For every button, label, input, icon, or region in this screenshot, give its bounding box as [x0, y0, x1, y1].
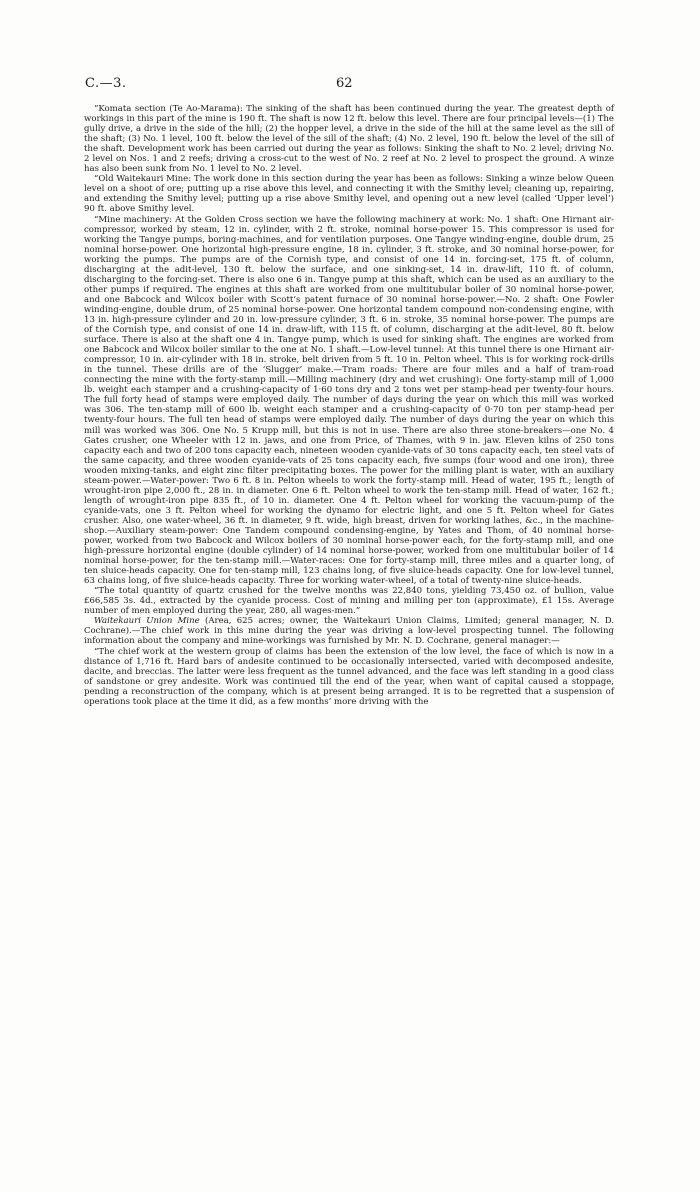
paragraph-komata-section: “Komata section (Te Ao-Marama): The sinking of the shaft has been continued during the year. The greatest depth of workings in this part of the mine is 190 ft. The shaft is now 12 ft. below this level. There are four principal levels—(1) The gully drive, a drive in the side of the hill; (2) the hopper level, a drive in the side of the hill at the same level as the sill of the shaft; (3) No. 1 level, 100 ft. below the level of the sill of the shaft; (4) No. 2 level, 190 ft. below the level of the sill of the shaft. Development work has been carried out during the year as follows: Sinking the shaft to No. 2 level; driving No. 2 level on Nos. 1 and 2 reefs; driving a cross-cut to the west of No. 2 reef at No. 2 level to prospect the ground. A winze has also been sunk from No. 1 level to No. 2 level. [84, 104, 614, 175]
page-header [85, 76, 612, 92]
document-reference: C.—3. [85, 76, 127, 91]
body-text [84, 104, 614, 707]
paragraph-old-waitekauri-mine: “Old Waitekauri Mine: The work done in this section during the year has been as follows: Sinking a winze below Queen level on a shoot of ore; putting up a rise above this level, and connecting it with the Smithy level; cleaning up, repairing, and extending the Smithy level; putting up a rise above Smithy level, and opening out a new level (called ‘Upper level’) 90 ft. above Smithy level. [84, 174, 614, 215]
paragraph-mine-machinery: “Mine machinery: At the Golden Cross section we have the following machinery at work: No. 1 shaft: One Hirnant air-compressor, worked by steam, 12 in. cylinder, with 2 ft. stroke, nominal horse-power 15. This compressor is used for working the Tangye pumps, boring-machines, and for ventilation purposes. One Tangye winding-engine, double drum, 25 nominal horse-power. One horizontal high-pressure engine, 18 in. cylinder, 3 ft. stroke, and 30 nominal horse-power, for working the pumps. The pumps are of the Cornish type, and consist of one 14 in. forcing-set, 175 ft. of column, discharging at the adit-level, 130 ft. below the surface, and one sinking-set, 14 in. draw-lift, 110 ft. of column, discharging to the forcing-set. There is also one 6 in. Tangye pump at this shaft, which can be used as an auxiliary to the other pumps if required. The engines at this shaft are worked from one multitubular boiler of 30 nominal horse-power, and one Babcock and Wilcox boiler with Scott’s patent furnace of 30 nominal horse-power.—No. 2 shaft: One Fowler winding-engine, double drum, of 25 nominal horse-power. One horizontal tandem compound non-condensing engine, with 13 in. high-pressure cylinder and 20 in. low-pressure cylinder, 3 ft. 6 in. stroke, 35 nominal horse-power. The pumps are of the Cornish type, and consist of one 14 in. draw-lift, with 115 ft. of column, discharging at the adit-level, 80 ft. below surface. There is also at the shaft one 4 in. Tangye pump, which is used for sinking shaft. The engines are worked from one Babcock and Wilcox boiler similar to the one at No. 1 shaft.—Low-level tunnel: At this tunnel there is one Hirnant air-compressor, 10 in. air-cylinder with 18 in. stroke, belt driven from 5 ft. 10 in. Pelton wheel. This is for working rock-drills in the tunnel. These drills are of the ‘Slugger’ make.—Tram roads: There are four miles and a half of tram-road connecting the mine with the forty-stamp mill.—Milling machinery (dry and wet crushing): One forty-stamp mill of 1,000 lb. weight each stamper and a crushing-capacity of 1·60 tons dry and 2 tons wet per stamp-head per twenty-four hours. The full forty head of stamps were employed daily. The number of days during the year on which this mill was worked was 306. The ten-stamp mill of 600 lb. weight each stamper and a crushing-capacity of 0·70 ton per stamp-head per twenty-four hours. The full ten head of stamps were employed daily. The number of days during the year on which this mill was worked was 306. One No. 5 Krupp mill, but this is not in use. There are also three stone-breakers—one No. 4 Gates crusher, one Wheeler with 12 in. jaws, and one from Price, of Thames, with 9 in. jaw. Eleven kilns of 250 tons capacity each and two of 200 tons capacity each, nineteen wooden cyanide-vats of 30 tons capacity each, ten steel vats of the same capacity, and three wooden cyanide-vats of 25 tons capacity each, five sumps (four wood and one iron), three wooden mixing-tanks, and eight zinc filter precipitating boxes. The power for the milling plant is water, with an auxiliary steam-power.—Water-power: Two 6 ft. 8 in. Pelton wheels to work the forty-stamp mill. Head of water, 195 ft.; length of wrought-iron pipe 2,000 ft., 28 in. in diameter. One 6 ft. Pelton wheel to work the ten-stamp mill. Head of water, 162 ft.; length of wrought-iron pipe 835 ft., of 10 in. diameter. One 4 ft. Pelton wheel for working the vacuum-pump of the cyanide-vats, one 3 ft. Pelton wheel for working the dynamo for electric light, and one 5 ft. Pelton wheel for Gates crusher. Also, one water-wheel, 36 ft. in diameter, 9 ft. wide, high breast, driven for working lathes, &c., in the machine-shop.—Auxiliary steam-power: One Tandem compound condensing-engine, by Yates and Thom, of 40 nominal horse-power, worked from two Babcock and Wilcox boilers of 30 nominal horse-power each, for the forty-stamp mill, and one high-pressure horizontal engine (double cylinder) of 14 nominal horse-power, worked from one multitubular boiler of 14 nominal horse-power, for the ten-stamp mill.—Water-races: One for forty-stamp mill, three miles and a quarter long, of ten sluice-heads capacity. One for ten-stamp mill, 123 chains long, of five sluice-heads capacity. One for low-level tunnel, 63 chains long, of five sluice-heads capacity. Three for working water-wheel, of a total of twenty-nine sluice-heads. [84, 214, 614, 587]
paragraph-waitekauri-union-mine [84, 616, 614, 646]
paragraph-quartz-crushed: “The total quantity of quartz crushed for the twelve months was 22,840 tons, yielding 73,450 oz. of bullion, value £66,585 3s. 4d., extracted by the cyanide process. Cost of mining and milling per ton (approximate), £1 15s. Average number of men employed during the year, 280, all wages-men.” [84, 586, 614, 617]
mine-name: Waitekauri Union Mine [94, 616, 200, 627]
page-number: 62 [336, 76, 353, 91]
paragraph-western-group: “The chief work at the western group of claims has been the extension of the low level, the face of which is now in a distance of 1,716 ft. Hard bars of andesite continued to be occasionally intersected, varied with decomposed andesite, dacite, and breccias. The latter were less frequent as the tunnel advanced, and the face was left standing in a good class of sandstone or grey andesite. Work was continued till the end of the year, when want of capital caused a stoppage, pending a reconstruction of the company, which is at present being arranged. It is to be regretted that a suspension of operations took place at the time it did, as a few months’ more driving with the [84, 646, 614, 707]
paragraph-text: (Area, 625 acres; owner, the Waitekauri Union Claims, Limited; general manager, N. D. Cochrane).—The chief work in this mine during the year was driving a low-level prospecting tunnel. The following information about the company and mine-workings was furnished by Mr. N. D. Cochrane, general manager:— [84, 616, 614, 647]
